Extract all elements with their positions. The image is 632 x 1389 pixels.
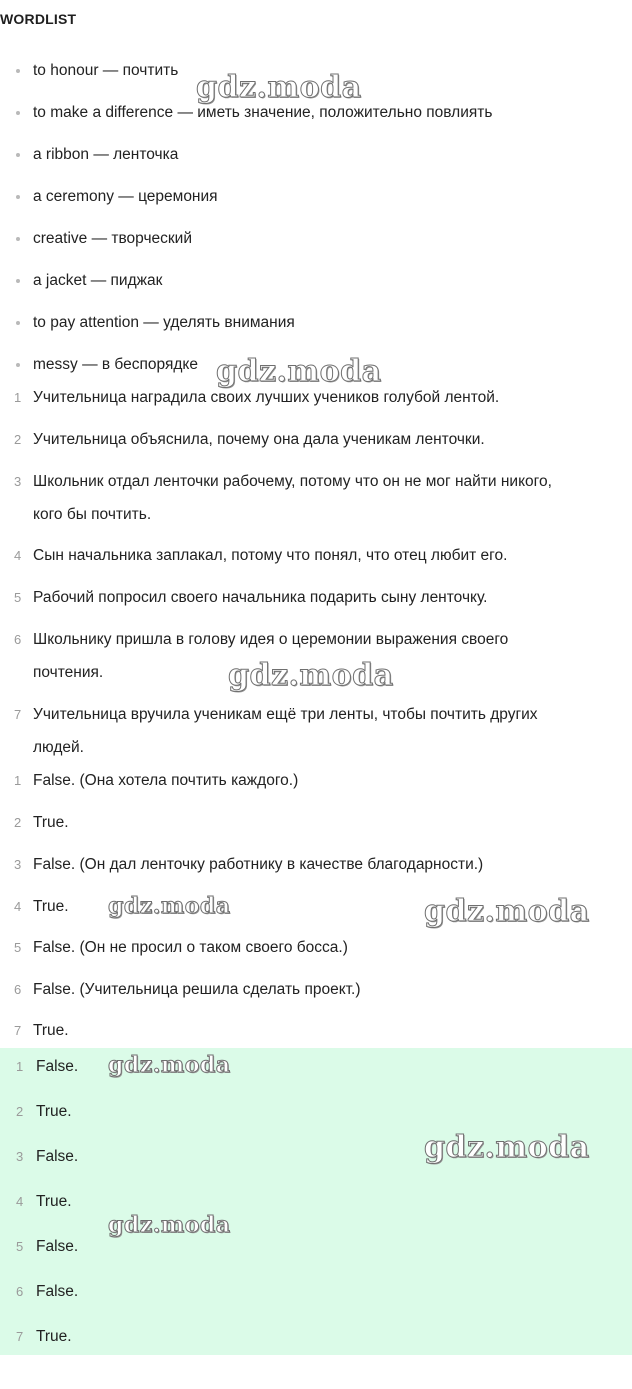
- item-number: 1: [14, 390, 22, 405]
- list-item: [0, 270, 632, 292]
- summary-text: Учительница наградила своих лучших учеников голубой лентой.: [33, 389, 500, 406]
- bullet-icon: [16, 111, 20, 115]
- list-item: [0, 387, 632, 409]
- item-number: 2: [14, 432, 22, 447]
- answer-text: False.: [36, 1148, 79, 1165]
- watermark: gdz.moda: [216, 354, 382, 389]
- list-item: [0, 1326, 632, 1348]
- list-item: [0, 429, 632, 451]
- item-number: 4: [14, 899, 22, 914]
- bullet-icon: [16, 69, 20, 73]
- item-number: 2: [16, 1104, 24, 1119]
- wordlist-entry: a ribbon — ленточка: [33, 146, 179, 163]
- summary-text: Учительница вручила ученикам ещё три ленты, чтобы почтить других: [33, 706, 538, 723]
- answer-text: False.: [36, 1058, 79, 1075]
- list-item-continuation: [0, 504, 632, 526]
- highlighted-answers: [0, 1048, 632, 1355]
- answer-text: True.: [36, 1328, 72, 1345]
- list-item: [0, 770, 632, 792]
- answer-text: False.: [36, 1238, 79, 1255]
- list-item: [0, 471, 632, 493]
- list-item: [0, 228, 632, 250]
- answer-text: False. (Учительница решила сделать проект.): [33, 981, 361, 998]
- wordlist-entry: to honour — почтить: [33, 62, 179, 79]
- list-item: [0, 854, 632, 876]
- list-item: [0, 1056, 632, 1078]
- item-number: 4: [16, 1194, 24, 1209]
- list-item: [0, 629, 632, 651]
- list-item: [0, 1236, 632, 1258]
- watermark: gdz.moda: [108, 1212, 231, 1238]
- watermark: gdz.moda: [196, 70, 362, 105]
- bullet-icon: [16, 321, 20, 325]
- list-item: [0, 979, 632, 1001]
- list-item: [0, 704, 632, 726]
- item-number: 6: [16, 1284, 24, 1299]
- item-number: 3: [14, 857, 22, 872]
- answer-text: False.: [36, 1283, 79, 1300]
- list-item: [0, 1281, 632, 1303]
- answer-text: False. (Он не просил о таком своего босса.): [33, 939, 348, 956]
- answer-text: True.: [33, 814, 69, 831]
- summary-text: кого бы почтить.: [33, 506, 152, 523]
- watermark: gdz.moda: [424, 894, 590, 929]
- bullet-icon: [16, 195, 20, 199]
- list-item: [0, 1191, 632, 1213]
- list-item: [0, 937, 632, 959]
- summary-text: почтения.: [33, 664, 104, 681]
- item-number: 6: [14, 982, 22, 997]
- summary-text: Сын начальника заплакал, потому что понял, что отец любит его.: [33, 547, 508, 564]
- list-item: [0, 812, 632, 834]
- bullet-icon: [16, 153, 20, 157]
- wordlist-entry: to pay attention — уделять внимания: [33, 314, 295, 331]
- watermark: gdz.moda: [108, 893, 231, 919]
- summary-text: Школьник отдал ленточки рабочему, потому что он не мог найти никого,: [33, 473, 552, 490]
- wordlist-entry: creative — творческий: [33, 230, 192, 247]
- item-number: 1: [16, 1059, 24, 1074]
- item-number: 6: [14, 632, 22, 647]
- summary-text: Школьнику пришла в голову идея о церемонии выражения своего: [33, 631, 509, 648]
- watermark: gdz.moda: [108, 1052, 231, 1078]
- list-item: [0, 186, 632, 208]
- answer-text: True.: [36, 1103, 72, 1120]
- wordlist-entry: messy — в беспорядке: [33, 356, 198, 373]
- wordlist-entry: a jacket — пиджак: [33, 272, 163, 289]
- bullet-icon: [16, 237, 20, 241]
- watermark: gdz.moda: [424, 1130, 590, 1165]
- item-number: 1: [14, 773, 22, 788]
- bullet-icon: [16, 279, 20, 283]
- answer-text: True.: [33, 1022, 69, 1039]
- watermark: gdz.moda: [228, 658, 394, 693]
- item-number: 7: [14, 1023, 22, 1038]
- answer-text: True.: [33, 898, 69, 915]
- summary-text: Учительница объяснила, почему она дала ученикам ленточки.: [33, 431, 485, 448]
- item-number: 5: [14, 590, 22, 605]
- answer-text: False. (Она хотела почтить каждого.): [33, 772, 299, 789]
- answer-text: False. (Он дал ленточку работнику в качестве благодарности.): [33, 856, 484, 873]
- list-item: [0, 587, 632, 609]
- list-item: [0, 1101, 632, 1123]
- list-item: [0, 144, 632, 166]
- list-item: [0, 102, 632, 124]
- bullet-icon: [16, 363, 20, 367]
- wordlist-entry: a ceremony — церемония: [33, 188, 218, 205]
- summary-text: людей.: [33, 739, 84, 756]
- item-number: 7: [14, 707, 22, 722]
- item-number: 5: [14, 940, 22, 955]
- item-number: 3: [14, 474, 22, 489]
- item-number: 2: [14, 815, 22, 830]
- list-item: [0, 545, 632, 567]
- item-number: 5: [16, 1239, 24, 1254]
- page-title: WORDLIST: [0, 11, 77, 27]
- summary-text: Рабочий попросил своего начальника подарить сыну ленточку.: [33, 589, 488, 606]
- list-item-continuation: [0, 737, 632, 759]
- wordlist-entry: to make a difference — иметь значение, положительно повлиять: [33, 104, 493, 121]
- item-number: 7: [16, 1329, 24, 1344]
- answer-text: True.: [36, 1193, 72, 1210]
- item-number: 3: [16, 1149, 24, 1164]
- list-item: [0, 312, 632, 334]
- item-number: 4: [14, 548, 22, 563]
- list-item: [0, 1020, 632, 1042]
